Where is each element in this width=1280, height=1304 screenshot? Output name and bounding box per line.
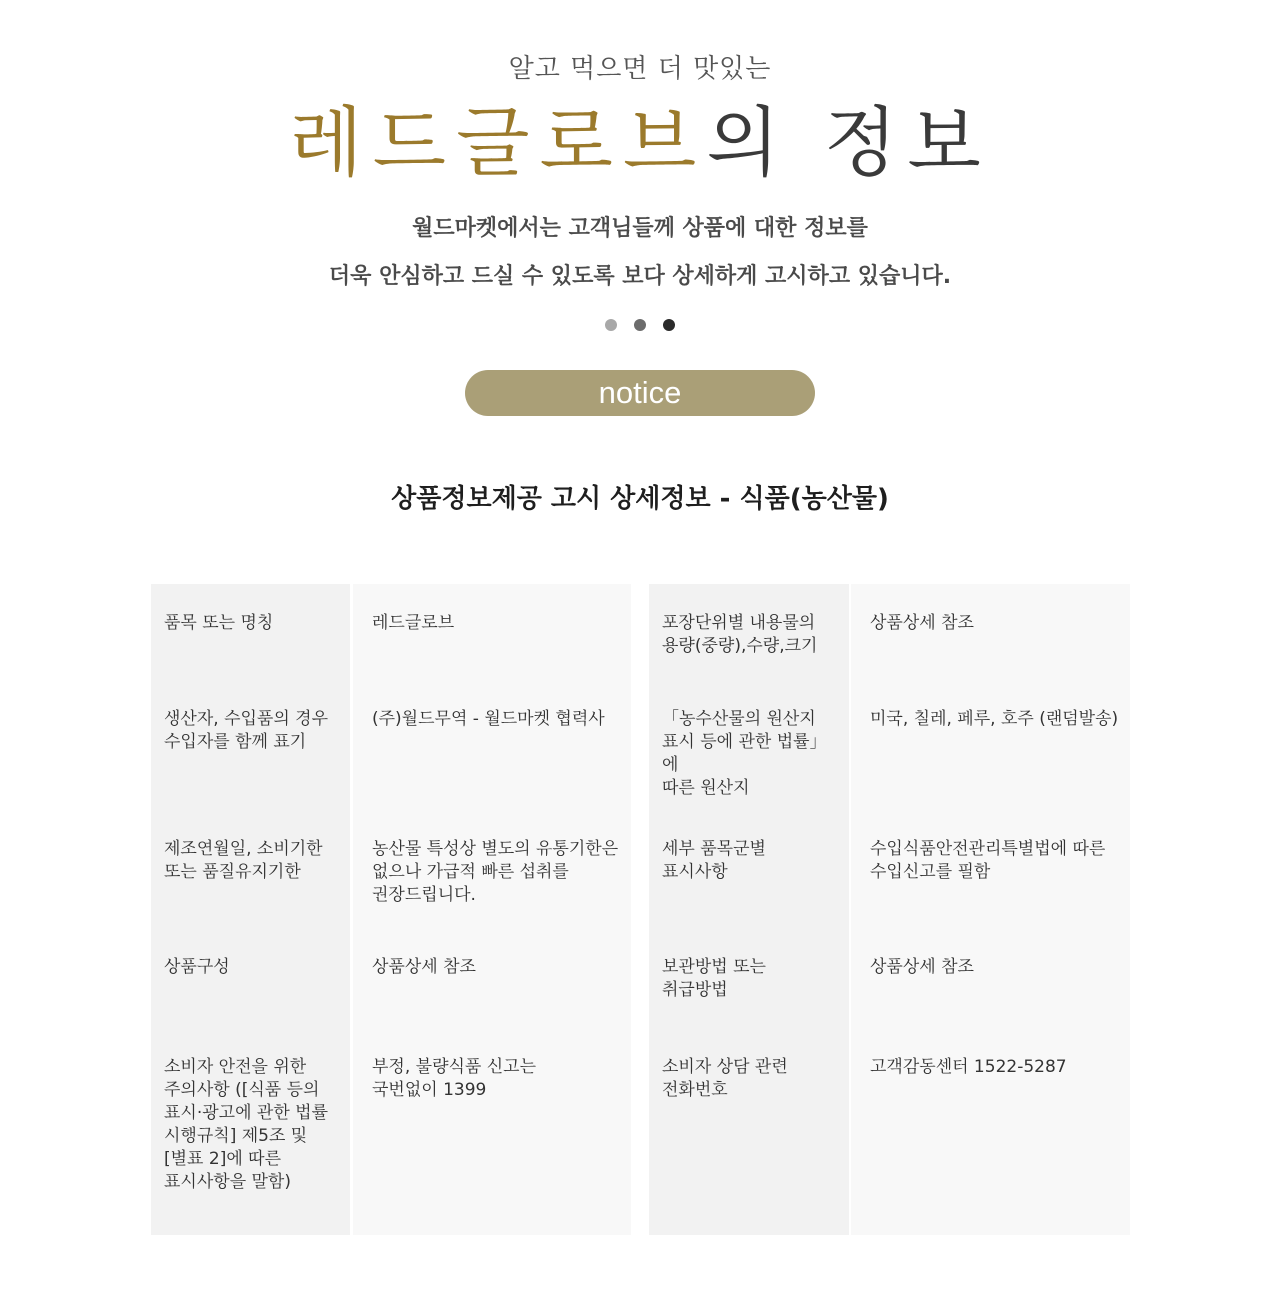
- intro-text-line-2: 더욱 안심하고 드실 수 있도록 보다 상세하게 고시하고 있습니다.: [328, 264, 952, 289]
- brand-name: 레드글로브: [289, 98, 707, 187]
- intro-text-line-1: 월드마켓에서는 고객님들께 상품에 대한 정보를: [412, 216, 868, 241]
- dot-2: [634, 319, 646, 331]
- value-column-right: [851, 584, 1130, 1235]
- label-column-right: [649, 584, 849, 1235]
- label-cell: 세부 품목군별 표시사항: [662, 839, 766, 882]
- product-info-table: [151, 584, 1130, 1235]
- label-cell: 제조연월일, 소비기한 또는 품질유지기한: [164, 839, 323, 882]
- value-cell: 상품상세 참조: [372, 957, 476, 977]
- notice-badge: notice: [465, 370, 815, 416]
- label-cell: 보관방법 또는 취급방법: [662, 957, 766, 1000]
- label-cell: 「농수산물의 원산지 표시 등에 관한 법률」에 따른 원산지: [662, 709, 827, 798]
- label-cell: 상품구성: [164, 957, 230, 977]
- headline-suffix: 의 정보: [706, 98, 991, 187]
- tagline: 알고 먹으면 더 맛있는: [508, 54, 772, 84]
- value-cell: 레드글로브: [372, 613, 455, 633]
- decorative-dots: [605, 319, 675, 331]
- value-cell: 수입식품안전관리특별법에 따른 수입신고를 필함: [870, 839, 1106, 882]
- value-cell: 부정, 불량식품 신고는 국번없이 1399: [372, 1057, 537, 1100]
- section-title: 상품정보제공 고시 상세정보 - 식품(농산물): [391, 484, 889, 514]
- value-cell: 상품상세 참조: [870, 613, 974, 633]
- label-cell: 포장단위별 내용물의 용량(중량),수량,크기: [662, 613, 818, 656]
- page-headline: [0, 98, 1280, 188]
- value-cell: 미국, 칠레, 페루, 호주 (랜덤발송): [870, 709, 1119, 729]
- label-cell: 생산자, 수입품의 경우 수입자를 함께 표기: [164, 709, 329, 752]
- dot-1: [605, 319, 617, 331]
- value-column-left: [353, 584, 631, 1235]
- value-cell: 상품상세 참조: [870, 957, 974, 977]
- label-column-left: [151, 584, 350, 1235]
- label-cell: 품목 또는 명칭: [164, 613, 274, 633]
- dot-3: [663, 319, 675, 331]
- label-cell: 소비자 안전을 위한 주의사항 ([식품 등의 표시·광고에 관한 법률 시행규칙] 제5조 및 [별표 2]에 따른 표시사항을 말함): [164, 1057, 329, 1192]
- value-cell: (주)월드무역 - 월드마켓 협력사: [372, 709, 605, 729]
- label-cell: 소비자 상담 관련 전화번호: [662, 1057, 788, 1100]
- value-cell: 농산물 특성상 별도의 유통기한은 없으나 가급적 빠른 섭취를 권장드립니다.: [372, 839, 619, 905]
- value-cell: 고객감동센터 1522-5287: [870, 1057, 1067, 1077]
